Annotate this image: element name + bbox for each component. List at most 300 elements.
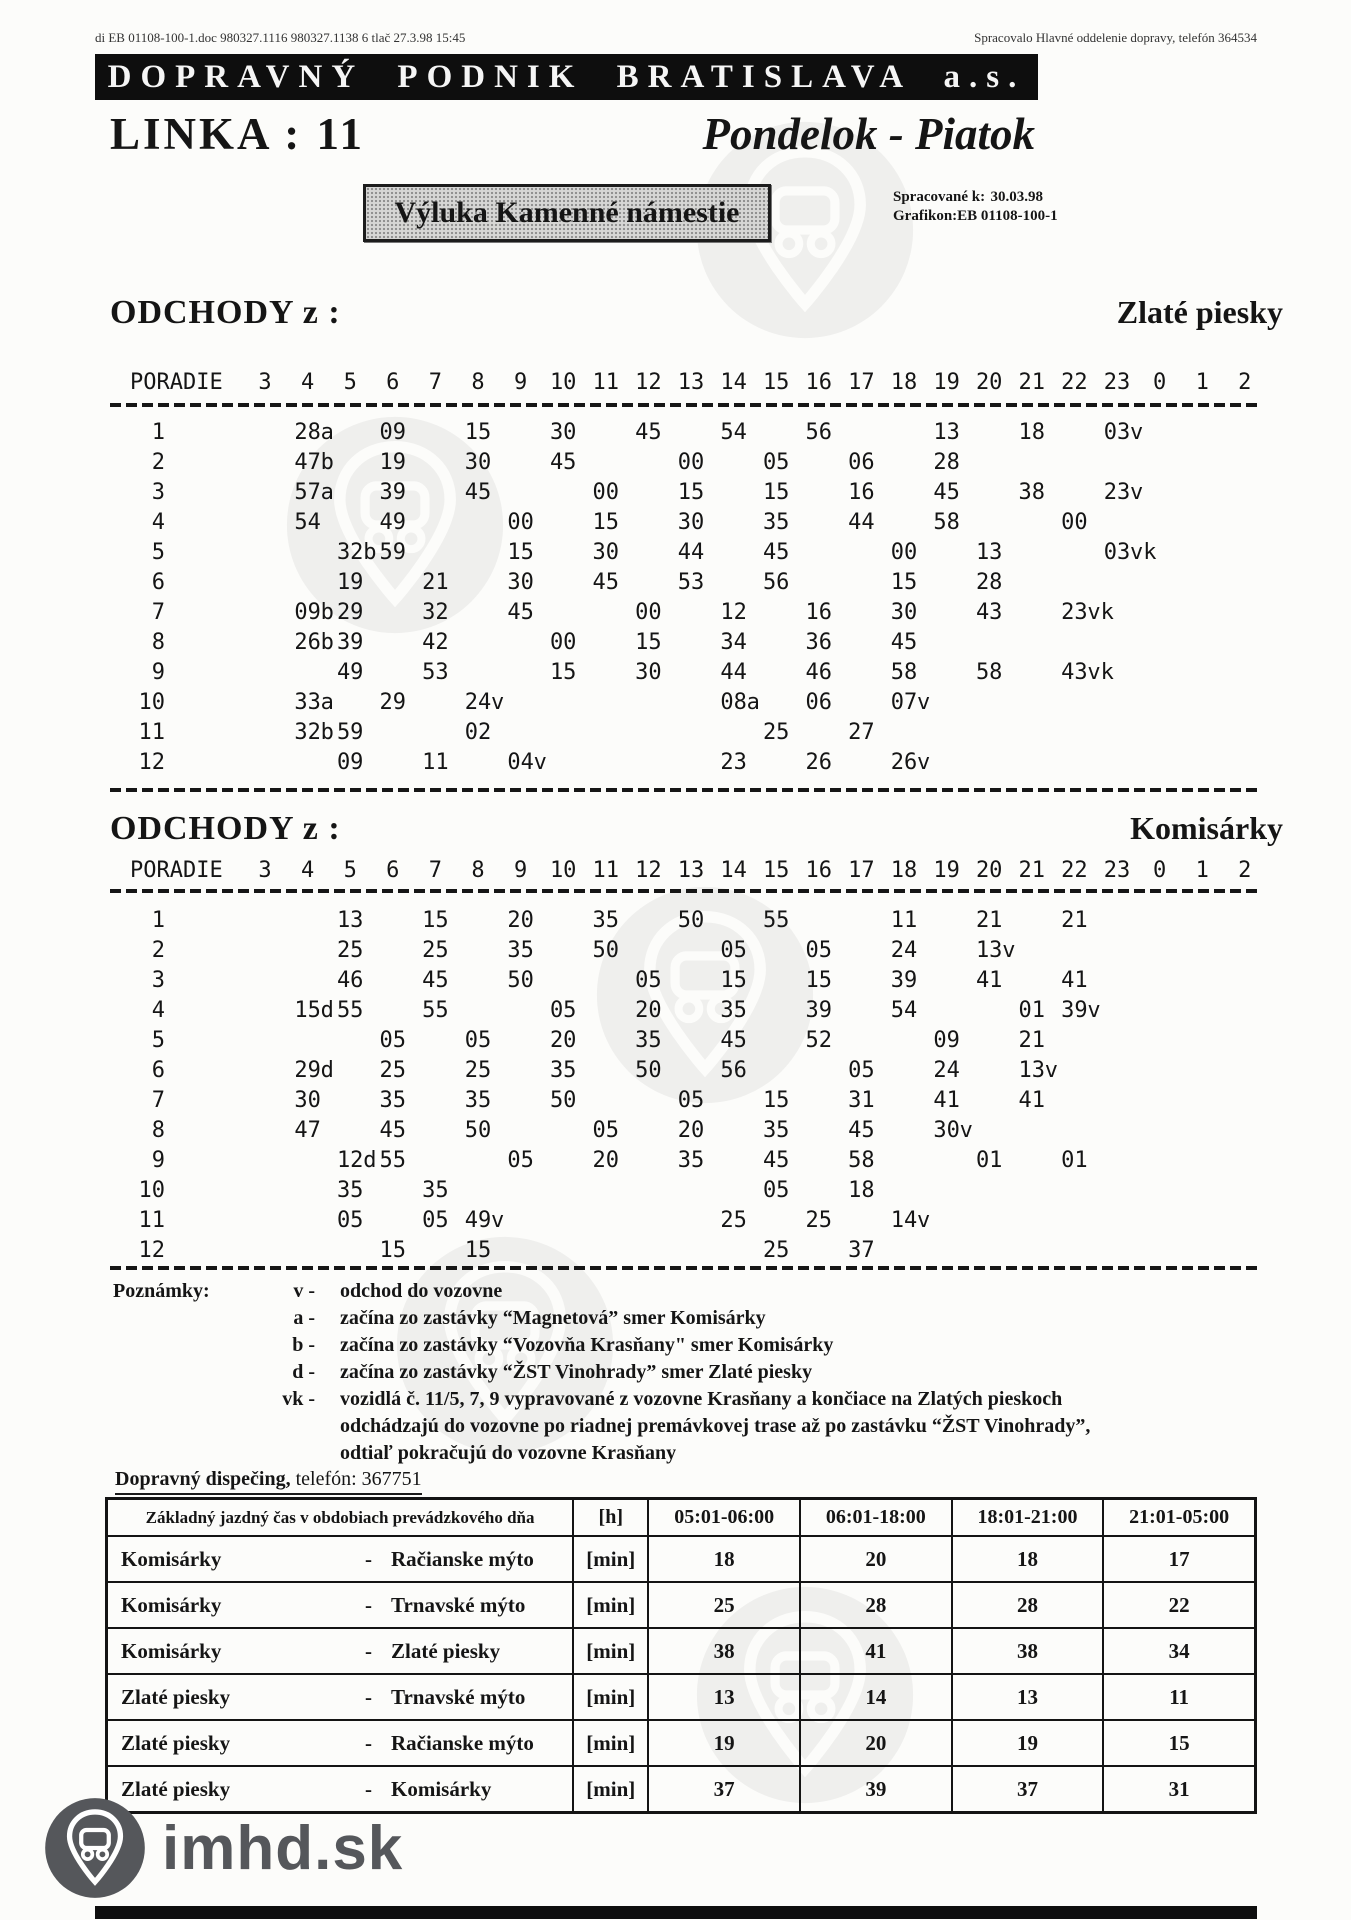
time-cell	[371, 1116, 415, 1146]
time-cell	[797, 418, 841, 448]
time-cell	[669, 508, 713, 538]
time-minutes: 15	[464, 420, 492, 445]
journey-row	[107, 1536, 1256, 1582]
time-cell	[925, 1056, 969, 1086]
time-cell	[328, 628, 372, 658]
time-suffix: a	[320, 690, 334, 715]
time-cell	[712, 966, 756, 996]
time-minutes: 05	[805, 938, 833, 963]
departures-title: ODCHODY z :	[110, 294, 341, 331]
time-minutes: 15	[507, 540, 534, 565]
terminus-name: Komisárky	[1130, 810, 1283, 846]
time-cell	[371, 448, 415, 478]
time-minutes: 27	[848, 720, 875, 745]
time-minutes: 15	[294, 998, 321, 1023]
time-minutes: 00	[507, 510, 534, 535]
time-suffix: d	[320, 998, 334, 1023]
time-cell	[882, 658, 926, 688]
time-cell	[1052, 906, 1096, 936]
time-suffix: a	[320, 480, 334, 505]
time-suffix: v	[917, 690, 931, 715]
journey-to: Trnavské mýto	[391, 1592, 526, 1617]
time-suffix: vk	[1130, 540, 1157, 565]
time-minutes: 26	[890, 750, 918, 775]
time-minutes: 20	[507, 908, 534, 933]
time-suffix: v	[491, 1208, 505, 1233]
time-cell	[499, 966, 543, 996]
time-suffix: v	[533, 750, 547, 775]
hour-label: 8	[471, 858, 485, 883]
time-cell	[712, 628, 756, 658]
hour-label: 20	[975, 370, 1003, 395]
journey-minutes-value: 25	[648, 1582, 800, 1628]
time-minutes: 36	[805, 630, 833, 655]
time-minutes: 29	[294, 1058, 321, 1083]
time-cell	[882, 568, 926, 598]
time-minutes: 25	[336, 938, 364, 963]
time-minutes: 41	[933, 1088, 960, 1113]
time-minutes: 35	[336, 1178, 364, 1203]
time-minutes: 23	[1103, 480, 1131, 505]
timetable-row	[0, 628, 1351, 658]
time-minutes: 26	[805, 750, 833, 775]
time-minutes: 50	[507, 968, 534, 993]
journey-row	[107, 1582, 1256, 1628]
bottom-bar	[95, 1906, 1257, 1919]
time-minutes: 44	[848, 510, 875, 535]
timetable-row	[0, 1026, 1351, 1056]
journey-route-cell	[107, 1536, 574, 1582]
note-code: a -	[293, 1307, 315, 1329]
time-minutes: 19	[379, 450, 407, 475]
time-cell	[286, 418, 334, 448]
time-minutes: 35	[549, 1058, 577, 1083]
time-cell	[1095, 478, 1144, 508]
time-suffix: v	[1130, 480, 1144, 505]
time-minutes: 03	[1103, 420, 1131, 445]
time-cell	[1052, 966, 1096, 996]
hour-label: 21	[1018, 858, 1046, 883]
time-cell	[371, 478, 415, 508]
time-cell	[286, 688, 334, 718]
time-suffix: a	[320, 420, 334, 445]
time-cell	[925, 508, 969, 538]
closure-notice-box	[363, 184, 771, 242]
time-minutes: 32	[422, 600, 449, 625]
journey-header-row	[107, 1499, 1256, 1537]
run-number: 5	[151, 1028, 165, 1053]
time-suffix: v	[1044, 1058, 1059, 1083]
time-minutes: 58	[933, 510, 960, 535]
terminus-name: Zlaté piesky	[1116, 294, 1283, 330]
run-number: 2	[151, 938, 165, 963]
time-minutes: 35	[720, 998, 747, 1023]
grafikon-value: EB 01108-100-1	[957, 208, 1058, 224]
hour-label: 7	[428, 858, 443, 883]
time-minutes: 32	[336, 540, 364, 565]
line-header-row	[110, 108, 1035, 160]
hour-label: 11	[592, 370, 620, 395]
time-minutes: 45	[592, 570, 620, 595]
time-minutes: 11	[890, 908, 918, 933]
time-cell	[286, 598, 334, 628]
processed-label: Spracované k:	[893, 189, 986, 205]
journey-minutes-value: 19	[648, 1720, 800, 1766]
journey-from: Zlaté piesky	[121, 1684, 231, 1709]
time-cell	[754, 478, 798, 508]
time-minutes: 30	[677, 510, 705, 535]
time-suffix: b	[320, 720, 334, 745]
run-number: 4	[151, 998, 165, 1023]
time-minutes: 23	[1061, 600, 1088, 625]
time-cell	[712, 1026, 756, 1056]
time-minutes: 55	[762, 908, 790, 933]
time-minutes: 35	[762, 1118, 790, 1143]
journey-from: Komisárky	[121, 1638, 222, 1663]
time-cell	[371, 1056, 415, 1086]
time-cell	[925, 1026, 969, 1056]
time-cell	[1010, 1086, 1054, 1116]
time-cell	[286, 628, 334, 658]
time-cell	[669, 1116, 713, 1146]
time-cell	[712, 598, 756, 628]
time-cell	[371, 1026, 415, 1056]
time-minutes: 05	[379, 1028, 407, 1053]
time-suffix: a	[746, 690, 760, 715]
time-cell	[626, 996, 670, 1026]
hour-label: 10	[549, 858, 577, 883]
timetable-row	[0, 1206, 1351, 1236]
hour-label: 9	[513, 370, 528, 395]
time-minutes: 00	[1061, 510, 1088, 535]
time-cell	[669, 1086, 713, 1116]
time-minutes: 35	[464, 1088, 492, 1113]
time-minutes: 15	[805, 968, 833, 993]
journey-minutes-value: 13	[648, 1674, 800, 1720]
time-minutes: 52	[805, 1028, 833, 1053]
time-minutes: 08	[720, 690, 747, 715]
time-minutes: 35	[422, 1178, 449, 1203]
hour-label: 14	[720, 370, 747, 395]
time-cell	[541, 1026, 585, 1056]
time-minutes: 29	[379, 690, 407, 715]
time-minutes: 09	[379, 420, 407, 445]
time-minutes: 43	[1061, 660, 1088, 685]
time-minutes: 45	[464, 480, 492, 505]
hour-label: 14	[720, 858, 747, 883]
run-number: 12	[138, 1238, 165, 1263]
hour-label: 22	[1061, 370, 1088, 395]
timetable-row	[0, 1236, 1351, 1266]
time-cell	[1052, 1146, 1096, 1176]
time-cell	[882, 936, 926, 966]
time-minutes: 49	[464, 1208, 492, 1233]
journey-minutes-value: 38	[952, 1628, 1104, 1674]
time-minutes: 15	[635, 630, 662, 655]
time-cell	[286, 448, 334, 478]
time-minutes: 13	[1018, 1058, 1046, 1083]
journey-unit-cell: [min]	[573, 1674, 648, 1720]
timetable-title-row	[110, 294, 1283, 332]
time-cell	[754, 906, 798, 936]
time-cell	[967, 598, 1011, 628]
time-cell	[626, 1056, 670, 1086]
time-suffix: v	[917, 1208, 931, 1233]
timetable-hours-header	[0, 368, 1351, 398]
time-minutes: 59	[336, 720, 364, 745]
hour-label: 20	[975, 858, 1003, 883]
journey-route-cell	[107, 1720, 574, 1766]
journey-dash: -	[365, 1638, 372, 1663]
time-cell	[882, 906, 926, 936]
time-cell	[541, 1086, 585, 1116]
note-text: vozidlá č. 11/5, 7, 9 vypravované z vozovne Krasňany a končiace na Zlatých pieskoch	[340, 1388, 1063, 1410]
time-minutes: 00	[592, 480, 620, 505]
notes-label: Poznámky:	[113, 1280, 210, 1302]
time-cell	[797, 1026, 841, 1056]
time-cell	[967, 658, 1011, 688]
time-cell	[328, 1206, 372, 1236]
hour-label: 4	[300, 370, 315, 395]
time-minutes: 34	[720, 630, 747, 655]
timetable-row	[0, 538, 1351, 568]
time-cell	[669, 1146, 713, 1176]
journey-minutes-value: 41	[800, 1628, 952, 1674]
hour-label: 17	[848, 858, 875, 883]
time-cell	[328, 936, 372, 966]
journey-unit-cell: [min]	[573, 1582, 648, 1628]
time-cell	[882, 688, 931, 718]
time-minutes: 39	[805, 998, 833, 1023]
time-minutes: 45	[762, 1148, 790, 1173]
time-cell	[499, 1146, 543, 1176]
time-cell	[626, 628, 670, 658]
dashed-separator	[110, 1266, 1257, 1270]
time-cell	[413, 996, 457, 1026]
journey-minutes-value: 20	[800, 1720, 952, 1766]
hour-label: 12	[635, 370, 662, 395]
journey-dash: -	[365, 1776, 372, 1801]
time-minutes: 46	[805, 660, 833, 685]
time-minutes: 54	[890, 998, 918, 1023]
time-suffix: b	[363, 540, 377, 565]
time-minutes: 28	[933, 450, 960, 475]
time-cell	[541, 1056, 585, 1086]
time-suffix: d	[320, 1058, 334, 1083]
time-minutes: 00	[549, 630, 577, 655]
time-cell	[286, 1056, 334, 1086]
time-minutes: 21	[1018, 1028, 1046, 1053]
run-number: 11	[138, 720, 165, 745]
journey-route	[109, 1639, 571, 1664]
hour-label: 18	[890, 370, 918, 395]
time-cell	[967, 966, 1011, 996]
time-minutes: 30	[933, 1118, 960, 1143]
meta-left: di EB 01108-100-1.doc 980327.1116 980327.1138 6 tlač 27.3.98 15:45	[95, 30, 466, 45]
time-minutes: 53	[422, 660, 449, 685]
run-number: 7	[151, 1088, 165, 1113]
dispatch-phone: telefón: 367751	[290, 1468, 422, 1490]
time-minutes: 05	[762, 1178, 790, 1203]
time-minutes: 05	[549, 998, 577, 1023]
time-minutes: 15	[762, 480, 790, 505]
time-minutes: 28	[294, 420, 321, 445]
journey-minutes-value: 18	[648, 1536, 800, 1582]
time-minutes: 15	[422, 908, 449, 933]
time-minutes: 15	[720, 968, 747, 993]
run-number: 8	[151, 630, 165, 655]
time-cell	[839, 1146, 883, 1176]
hour-label: 15	[762, 370, 790, 395]
closure-notice-text: Výluka Kamenné námestie	[394, 196, 740, 229]
timetable-row	[0, 568, 1351, 598]
time-cell	[499, 906, 543, 936]
time-minutes: 56	[805, 420, 833, 445]
journey-from: Komisárky	[121, 1592, 222, 1617]
time-cell	[413, 598, 457, 628]
hour-label: 17	[848, 370, 875, 395]
time-minutes: 30	[464, 450, 492, 475]
timetable-row	[0, 418, 1351, 448]
time-cell	[371, 688, 415, 718]
time-cell	[456, 478, 500, 508]
company-name: DOPRAVNÝ PODNIK BRATISLAVA a.s.	[107, 58, 1026, 95]
hour-label: 2	[1238, 858, 1252, 883]
time-minutes: 59	[379, 540, 407, 565]
run-number: 4	[151, 510, 165, 535]
time-cell	[839, 1056, 883, 1086]
time-minutes: 28	[975, 570, 1003, 595]
time-cell	[286, 1116, 330, 1146]
journey-unit-cell: [min]	[573, 1720, 648, 1766]
time-minutes: 05	[720, 938, 747, 963]
time-cell	[1052, 658, 1114, 688]
time-minutes: 20	[677, 1118, 705, 1143]
journey-minutes-value: 17	[1103, 1536, 1255, 1582]
journey-time-table	[105, 1497, 1257, 1814]
time-cell	[967, 936, 1016, 966]
time-minutes: 37	[848, 1238, 875, 1263]
hour-label: 0	[1152, 370, 1167, 395]
time-cell	[797, 966, 841, 996]
run-number: 1	[151, 908, 165, 933]
time-cell	[456, 718, 500, 748]
time-minutes: 58	[890, 660, 918, 685]
journey-time-range: 21:01-05:00	[1103, 1499, 1255, 1537]
timetable-row	[0, 1086, 1351, 1116]
service-days-title: Pondelok - Piatok	[702, 109, 1035, 159]
time-minutes: 05	[464, 1028, 492, 1053]
time-cell	[712, 996, 756, 1026]
time-cell	[456, 1026, 500, 1056]
time-cell	[669, 568, 713, 598]
time-cell	[499, 598, 543, 628]
time-cell	[413, 568, 457, 598]
time-minutes: 44	[720, 660, 747, 685]
journey-minutes-value: 39	[800, 1766, 952, 1813]
timetable-hours-header	[0, 856, 1351, 886]
time-cell	[286, 508, 330, 538]
time-minutes: 01	[1061, 1148, 1088, 1173]
time-minutes: 45	[933, 480, 960, 505]
time-cell	[626, 658, 670, 688]
time-minutes: 21	[422, 570, 449, 595]
time-minutes: 25	[464, 1058, 492, 1083]
hour-label: 12	[635, 858, 662, 883]
time-minutes: 26	[294, 630, 321, 655]
journey-to: Komisárky	[391, 1776, 492, 1801]
time-minutes: 12	[720, 600, 747, 625]
time-minutes: 00	[635, 600, 662, 625]
time-cell	[328, 996, 372, 1026]
imhd-logo-text: imhd.sk	[162, 1813, 404, 1883]
time-minutes: 41	[1018, 1088, 1046, 1113]
run-number: 8	[151, 1118, 165, 1143]
time-minutes: 50	[549, 1088, 577, 1113]
time-minutes: 15	[762, 1088, 790, 1113]
time-minutes: 35	[507, 938, 534, 963]
time-cell	[328, 718, 372, 748]
run-number: 2	[151, 450, 165, 475]
time-suffix: v	[1002, 938, 1016, 963]
time-minutes: 14	[890, 1208, 918, 1233]
timetable-row	[0, 906, 1351, 936]
time-minutes: 49	[336, 660, 364, 685]
journey-to: Zlaté piesky	[391, 1638, 501, 1663]
time-cell	[626, 966, 670, 996]
hour-label: 16	[805, 370, 833, 395]
time-minutes: 24	[890, 938, 918, 963]
hour-label: 5	[343, 370, 357, 395]
time-cell	[499, 936, 543, 966]
time-cell	[371, 1236, 415, 1266]
dashed-separator	[110, 403, 1257, 407]
time-minutes: 05	[422, 1208, 449, 1233]
run-number: 3	[151, 480, 165, 505]
time-cell	[541, 996, 585, 1026]
time-minutes: 30	[294, 1088, 321, 1113]
journey-dash: -	[365, 1684, 372, 1709]
journey-unit-cell: [min]	[573, 1536, 648, 1582]
journey-row	[107, 1628, 1256, 1674]
time-cell	[584, 936, 628, 966]
journey-minutes-value: 22	[1103, 1582, 1255, 1628]
time-minutes: 11	[422, 750, 449, 775]
timetable-row	[0, 718, 1351, 748]
journey-minutes-value: 20	[800, 1536, 952, 1582]
time-minutes: 54	[294, 510, 321, 535]
journey-minutes-value: 37	[648, 1766, 800, 1813]
run-number: 3	[151, 968, 165, 993]
run-number: 12	[138, 750, 165, 775]
hour-label: 22	[1061, 858, 1088, 883]
time-minutes: 05	[635, 968, 662, 993]
time-minutes: 45	[379, 1118, 407, 1143]
note-code: d -	[292, 1361, 315, 1383]
time-minutes: 42	[422, 630, 449, 655]
time-cell	[1095, 418, 1144, 448]
timetable-row	[0, 1116, 1351, 1146]
time-minutes: 05	[592, 1118, 620, 1143]
time-cell	[839, 478, 883, 508]
time-cell	[797, 628, 841, 658]
time-cell	[584, 478, 628, 508]
time-cell	[754, 718, 798, 748]
hour-label: 18	[890, 858, 918, 883]
order-column-label: PORADIE	[130, 370, 223, 395]
time-minutes: 25	[762, 720, 790, 745]
time-cell	[839, 1236, 883, 1266]
